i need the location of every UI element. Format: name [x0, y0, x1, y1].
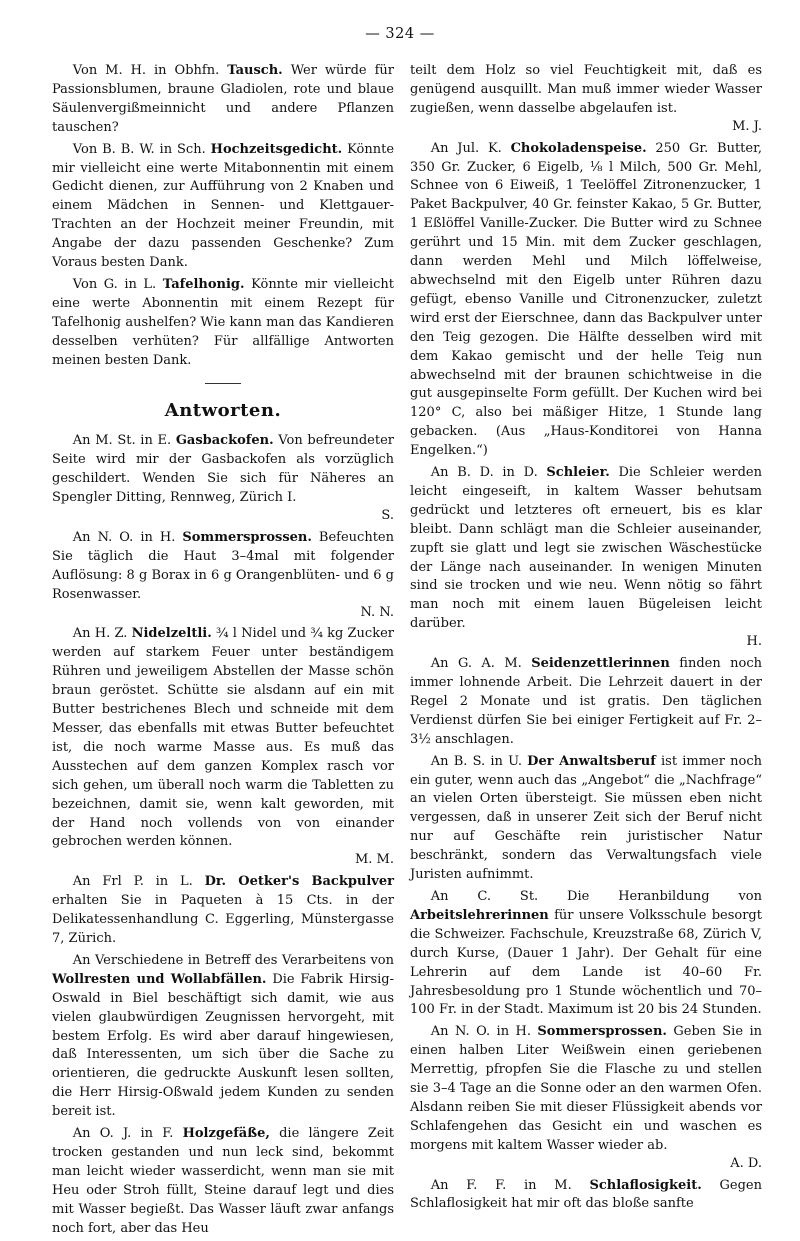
answer-text: teilt dem Holz so viel Feuchtigkeit mit, daß es genügend ausquillt. Man muß immer wieder Wasser zugießen, wenn dasselbe abgelaufen ist. — [410, 63, 762, 116]
answer-signature: N. N. — [360, 604, 394, 620]
answer-keyword: Schleier. — [546, 465, 610, 481]
answer-keyword: Der Anwaltsberuf — [527, 753, 656, 769]
section-divider — [205, 383, 241, 384]
answer-keyword: Schlaflosigkeit. — [589, 1177, 702, 1193]
answer-lead: An H. Z. — [72, 626, 128, 642]
answer-keyword: Arbeitslehrerinnen — [410, 907, 549, 923]
answer-text: Befeuchten Sie täglich die Haut 3–4mal mit folgender Auflösung: 8 g Borax in 6 g Orangenblüten- und 6 g Rosenwasser. — [52, 529, 394, 602]
answer-text: für unsere Volksschule besorgt die Schweizer. Fachschule, Kreuzstraße 68, Zürich V, durch Kurse, (Dauer 1 Jahr). Der Gehalt für eine Lehrerin auf dem Lande ist 40–60 Fr. Jahresbesoldung pro 1 Stunde wöchentlich und 70–100 Fr. in der Stadt. Maximum ist 20 bis 24 Stunden. — [410, 907, 762, 1018]
answer-keyword: Sommersprossen. — [537, 1024, 667, 1040]
answer-keyword: Sommersprossen. — [182, 529, 312, 545]
query-text: Könnte mir vielleicht eine werte Mitabonnentin mit einem Gedicht dienen, zur Aufführung von 2 Knaben und einem Mädchen in Sennen- und Klettgauer-Trachten an der Hochzeit meiner Freundin, mit Angabe der dazu passenden Geschenke? Zum Voraus besten Dank. — [52, 141, 395, 271]
answer-keyword: Dr. Oetker's Backpulver — [204, 874, 394, 890]
query-text: Wer würde für Passionsblumen, braune Gladiolen, rote und blaue Säulenvergißmeinnicht und andere Pflanzen tauschen? — [52, 63, 394, 135]
answer-signature: H. — [746, 634, 762, 650]
answer-keyword: Chokoladenspeise. — [510, 140, 647, 156]
answer-seidenzettlerinnen — [410, 655, 762, 750]
answer-text: Von befreundeter Seite wird mir der Gasbackofen als vorzüglich geschildert. Wenden Sie sich für Näheres an Spengler Ditting, Rennweg, Zürich I. — [52, 433, 394, 506]
query-lead: Von G. in L. — [72, 276, 157, 292]
answer-keyword: Wollresten und Wollabfällen. — [52, 971, 267, 987]
answer-text: die längere Zeit trocken gestanden und nun leck sind, bekommt man leicht wieder wasserdicht, wenn man sie mit Heu oder Stroh füllt, Steine darauf legt und dies mit Wasser begießt. Das Wasser läuft zwar anfangs noch fort, aber das Heu — [52, 1126, 394, 1236]
answer-sommersprossen — [52, 529, 394, 623]
answer-text: ¾ l Nidel und ¾ kg Zucker werden auf starkem Feuer unter beständigem Rühren und jeweiligem Abstellen der Masse schön braun geröstet. Schütte sie alsdann auf ein mit Butter bestrichenes Blech und schneide mit dem Messer, das ebenfalls mit etwas Butter befeuchtet ist, die noch warme Masse aus. Es muß das Ausstechen auf dem ganzen Komplex rasch vor sich gehen, um überall noch warm die Tabletten zu bezeichnen, damit sie, wenn kalt geworden, mit der Hand noch vollends von von einander gebrochen werden können. — [52, 626, 394, 850]
answer-lead: An B. D. in D. — [430, 465, 538, 481]
query-keyword: Hochzeitsgedicht. — [210, 141, 343, 157]
answer-lead: An M. St. in E. — [72, 433, 172, 449]
query-hochzeitsgedicht — [52, 141, 394, 273]
answer-text: erhalten Sie in Paqueten à 15 Cts. in der Delikatessenhandlung C. Eggerling, Münstergasse 7, Zürich. — [52, 893, 394, 946]
query-lead: Von B. B. W. in Sch. — [72, 141, 206, 157]
answer-lead: An C. St. Die Heranbildung von — [430, 888, 762, 904]
answer-text: Gegen Schlaflosigkeit hat mir oft das bloße sanfte — [410, 1177, 762, 1212]
answer-wollresten — [52, 952, 394, 1122]
answer-lead: An N. O. in H. — [430, 1024, 531, 1040]
answer-nidelzeltli — [52, 625, 394, 870]
answer-text: Die Schleier werden leicht eingeseift, in kaltem Wasser behutsam gedrückt und letzteres oft erneuert, bis es klar bleibt. Dann schlägt man die Schleier auseinander, zupft sie glatt und legt sie zwischen Wäschestücke der Länge nach auseinander. In wenigen Minuten sind sie trocken und wie neu. Wenn nötig so fährt man noch mit einem lauen Bügeleisen leicht darüber. — [410, 465, 762, 632]
answer-lead: An O. J. in F. — [72, 1126, 174, 1142]
section-heading-antworten: Antworten. — [164, 399, 282, 421]
query-text: Könnte mir vielleicht eine werte Abonnentin mit einem Rezept für Tafelhonig aushelfen? Wie kann man das Kandieren desselben verhüten? Für allfällige Antworten meinen besten Dank. — [52, 276, 395, 368]
answer-schlaflosigkeit — [410, 1177, 762, 1215]
answer-lead: An N. O. in H. — [72, 529, 176, 545]
answer-keyword: Seidenzettlerinnen — [531, 656, 670, 672]
answer-signature: M. M. — [354, 852, 394, 868]
answer-gasbackofen — [52, 432, 394, 526]
answer-lead: An Jul. K. — [430, 140, 502, 156]
right-column — [410, 62, 762, 1217]
answer-anwaltsberuf — [410, 753, 762, 885]
answer-lead: An B. S. in U. — [430, 753, 522, 769]
answer-holzgefaesse — [52, 1125, 394, 1238]
answer-chokoladenspeise — [410, 140, 762, 461]
answer-signature: A. D. — [730, 1155, 762, 1171]
answer-holzgefaesse-continued — [410, 62, 762, 137]
answer-backpulver — [52, 873, 394, 949]
left-column — [52, 62, 394, 1241]
answer-text: finden noch immer lohnende Arbeit. Die Lehrzeit dauert in der Regel 2 Monate und ist gratis. Den täglichen Verdienst dürfen Sie bei einiger Fertigkeit auf Fr. 2–3½ anschlagen. — [410, 656, 762, 747]
query-keyword: Tausch. — [227, 63, 283, 78]
answer-lead: An G. A. M. — [430, 656, 522, 672]
answer-sommersprossen-2 — [410, 1023, 762, 1173]
answer-signature: S. — [381, 508, 394, 524]
answer-lead: An Frl P. in L. — [72, 874, 193, 890]
answer-lead: An F. F. in M. — [430, 1177, 572, 1193]
answer-text: Geben Sie in einen halben Liter Weißwein einen geriebenen Merrettig, pfropfen Sie die Flasche zu und stellen sie 3–4 Tage an die Sonne oder an den warmen Ofen. Alsdann reiben Sie mit dieser Flüssigkeit abends vor Schlafengehen das Gesicht ein und waschen es morgens mit kaltem Wasser wieder ab. — [410, 1024, 762, 1153]
answer-lead: An Verschiedene in Betreff des Verarbeitens von — [72, 952, 394, 968]
answer-text: 250 Gr. Butter, 350 Gr. Zucker, 6 Eigelb, ⅛ l Milch, 500 Gr. Mehl, Schnee von 6 Eiweiß, 1 Teelöffel Zitronenzucker, 1 Paket Backpulver, 40 Gr. feinster Kakao, 5 Gr. Butter, 1 Eßlöffel Vanille-Zucker. Die Butter wird zu Schnee gerührt und 15 Min. mit dem Zucker geschlagen, dann werden Mehl und Milch löffelweise, abwechselnd mit den Eigelb unter Rühren dazu gefügt, ebenso Vanille und Citronenzucker, zuletzt wird erst der Eierschnee, dann das Backpulver unter den Teig gezogen. Die Hälfte desselben wird mit dem Kakao gemischt und der helle Teig nun abwechselnd mit der braunen schichtweise in die gut ausgepinselte Form gefüllt. Der Kuchen wird bei 120° C, also bei mäßiger Hitze, 1 Stunde lang gebacken. — [410, 140, 763, 440]
query-tafelhonig — [52, 276, 394, 371]
answer-source: (Aus „Haus-Konditorei von Hanna Engelken.“) — [410, 424, 762, 459]
answer-text: ist immer noch ein guter, wenn auch das „Angebot“ die „Nachfrage“ an vielen Orten übersteigt. Sie müssen eben nicht vergessen, daß in unserer Zeit sich der Beruf nicht nur auf Geschäfte rein juristischer Natur beschränkt, sondern das Verwaltungsfach viele Juristen aufnimmt. — [410, 753, 762, 883]
answer-signature: M. J. — [732, 118, 762, 134]
answer-keyword: Gasbackofen. — [175, 433, 274, 449]
query-keyword: Tafelhonig. — [162, 276, 245, 292]
answer-keyword: Holzgefäße, — [182, 1126, 270, 1142]
answer-keyword: Nidelzeltli. — [131, 626, 212, 642]
answer-schleier — [410, 464, 762, 652]
page-number: — 324 — — [365, 26, 435, 42]
answer-text: Die Fabrik Hirsig-Oswald in Biel beschäftigt sich damit, wie aus vielen glaubwürdigen Zeugnissen hervorgeht, mit bestem Erfolg. Es wird aber darauf hingewiesen, daß Interessenten, um sich über die Sache zu orientieren, die gedruckte Auskunft lesen sollten, die Herr Hirsig-Oßwald jedem Kunden zu senden bereit ist. — [52, 971, 394, 1120]
query-tausch — [52, 62, 394, 138]
answer-arbeitslehrerinnen — [410, 888, 762, 1020]
query-lead: Von M. H. in Obhfn. — [72, 63, 220, 78]
